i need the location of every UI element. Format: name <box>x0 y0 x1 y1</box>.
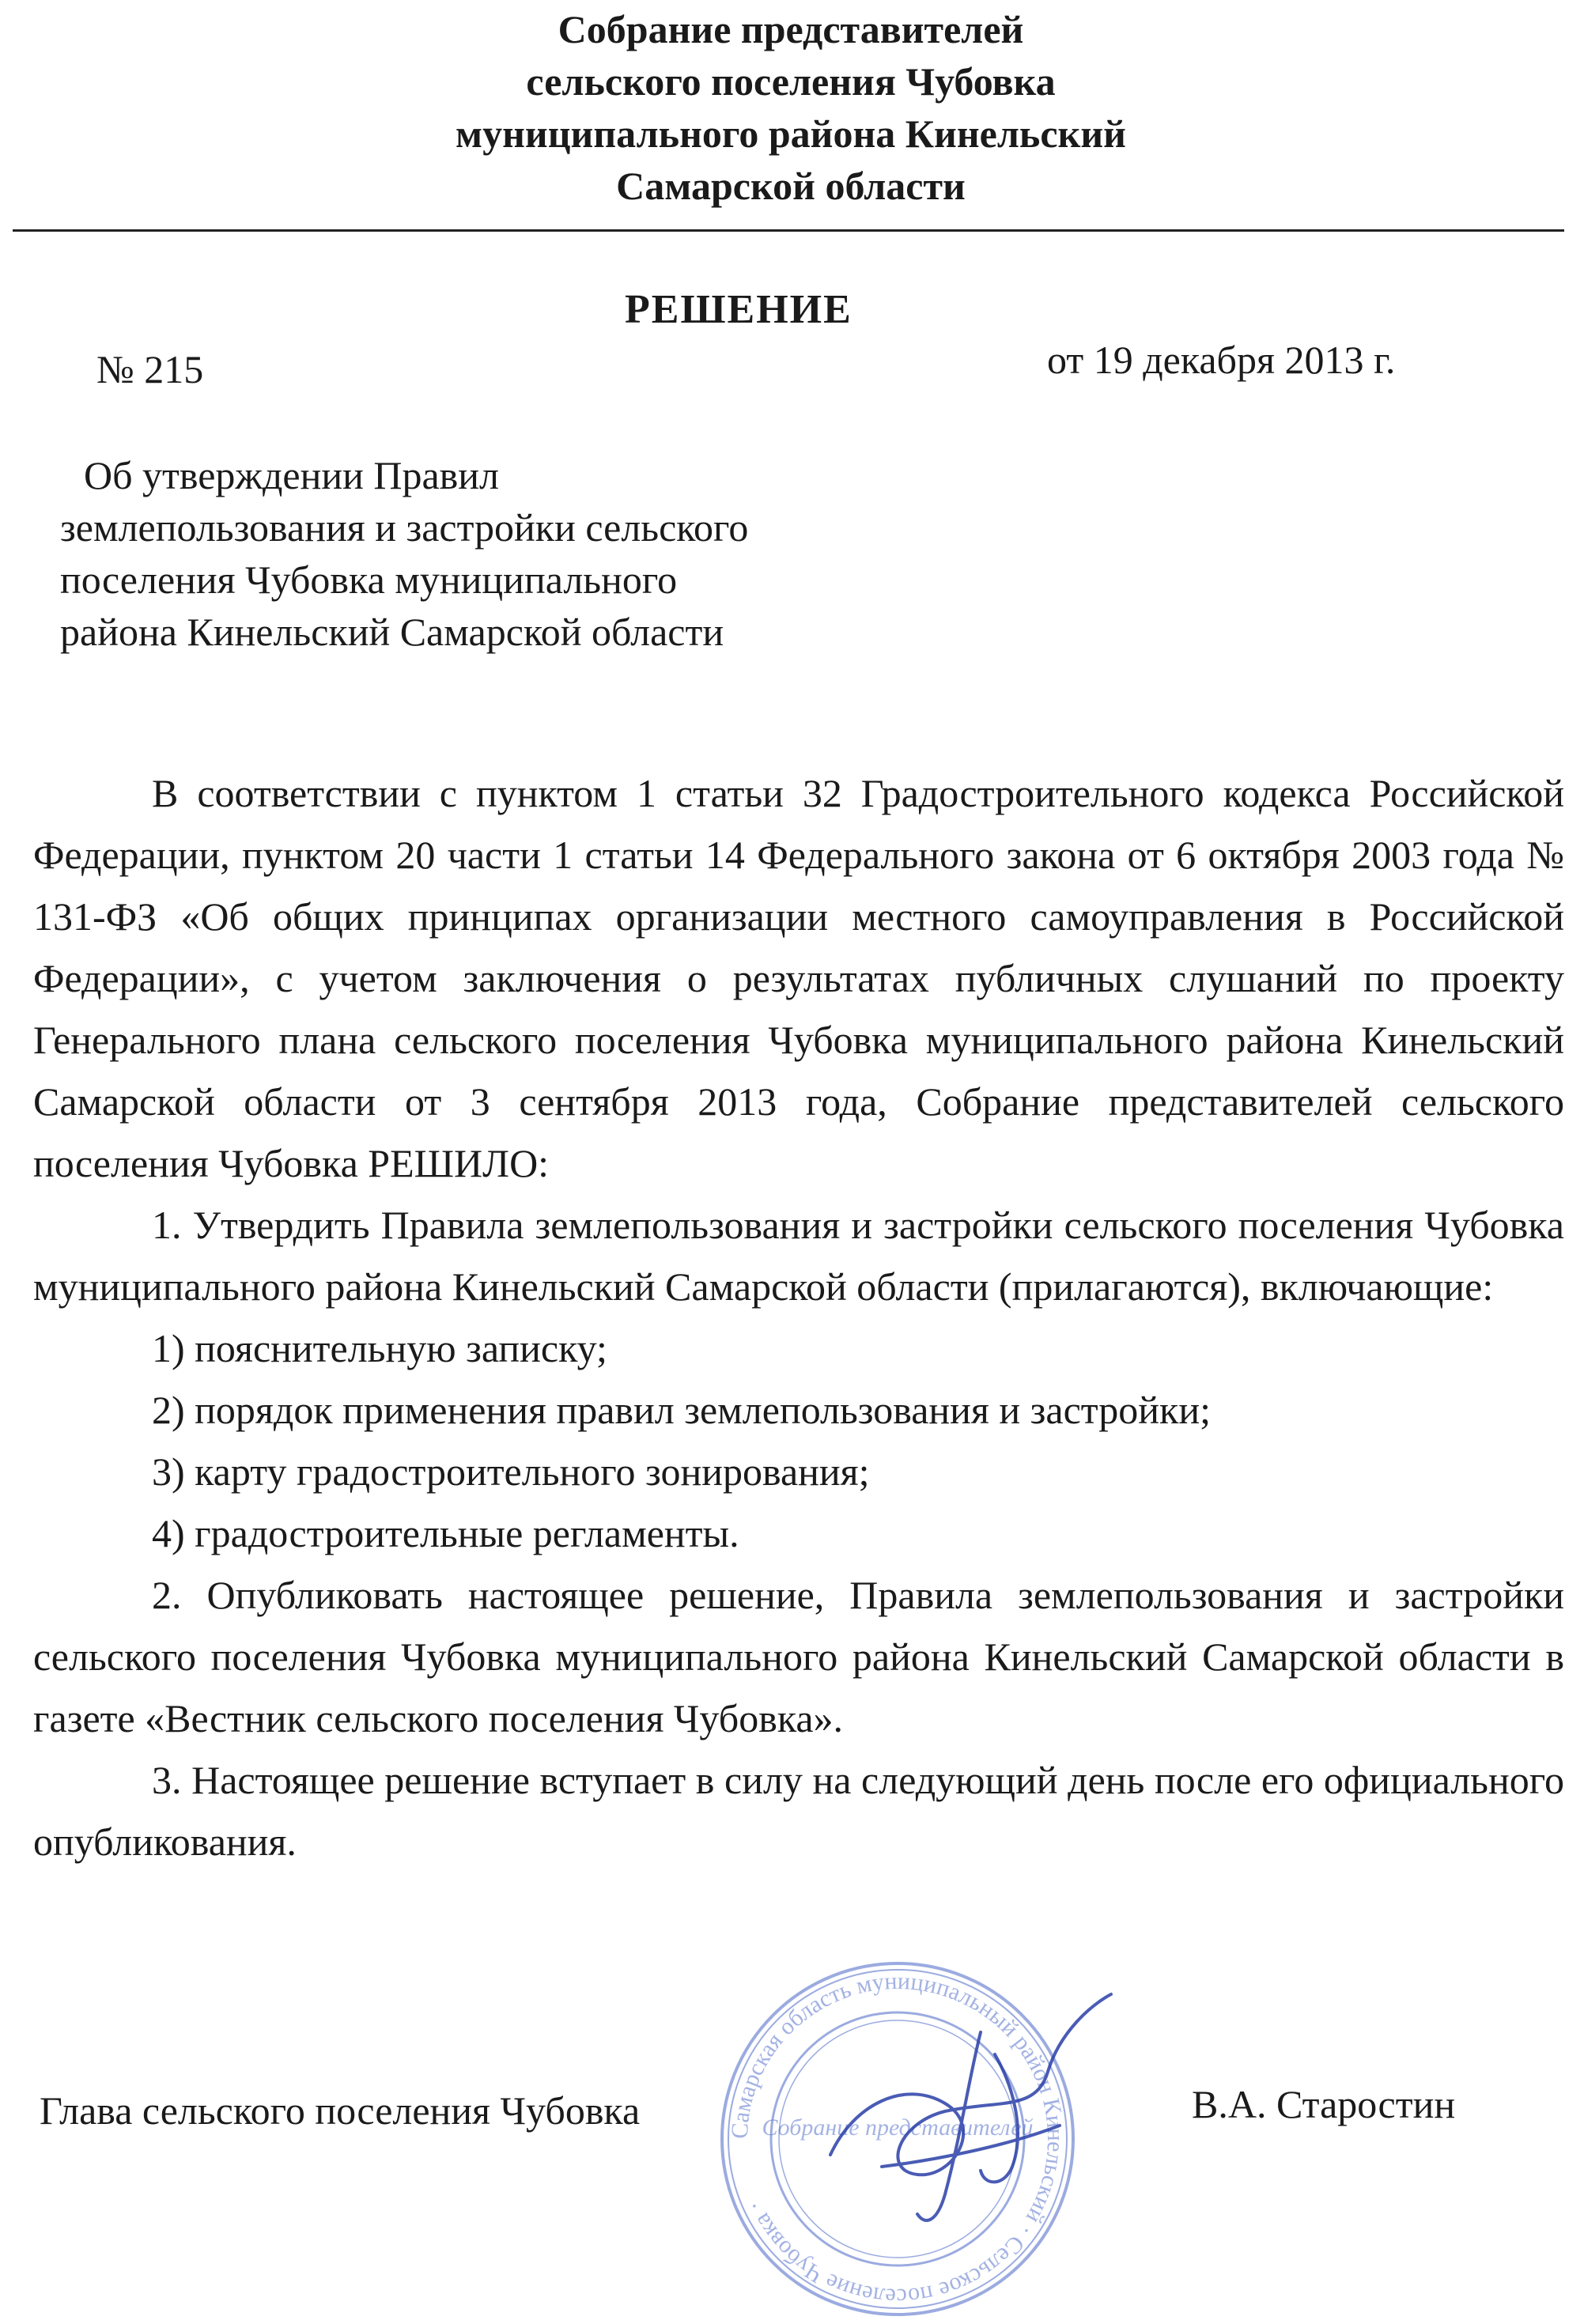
stamp-ring-text: Самарская область муниципальный район Кинельский · Сельское поселение Чубовка · <box>726 1967 1069 2311</box>
subitem-1: 1) пояснительную записку; <box>152 1326 607 1370</box>
subitems-list <box>33 1317 1564 1564</box>
header-line-2: сельского поселения Чубовка <box>526 59 1056 104</box>
preamble-paragraph: В соответствии с пунктом 1 статьи 32 Градостроительного кодекса Российской Федерации, пунктом 20 части 1 статьи 14 Федерального закона от 6 октября 2003 года № 131-ФЗ «Об общих принципах организации местного самоуправления в Российской Федерации», с учетом заключения о результатах публичных слушаний по проекту Генерального плана сельского поселения Чубовка муниципального района Кинельский Самарской области от 3 сентября 2013 года, Собрание представителей сельского поселения Чубовка РЕШИЛО: <box>33 771 1564 1185</box>
subitem-4: 4) градостроительные регламенты. <box>152 1511 739 1555</box>
decision-subject <box>60 449 914 658</box>
stamp-center-text: Собрание представителей <box>762 2114 1034 2141</box>
item-3-paragraph: 3. Настоящее решение вступает в силу на следующий день после его официального опубликования. <box>33 1758 1564 1864</box>
signatory-position: Глава сельского поселения Чубовка <box>40 2088 641 2133</box>
decision-body <box>33 762 1564 1872</box>
decision-number: № 215 <box>96 347 204 391</box>
subject-line-3: поселения Чубовка муниципального <box>60 557 678 602</box>
header-line-4: Самарской области <box>616 164 966 208</box>
header-line-3: муниципального района Кинельский <box>456 111 1126 156</box>
subitem-2: 2) порядок применения правил землепользования и застройки; <box>152 1388 1211 1432</box>
signatory-name: В.А. Старостин <box>1192 2082 1456 2126</box>
header-line-1: Собрание представителей <box>558 7 1024 51</box>
subject-line-4: района Кинельский Самарской области <box>60 610 724 654</box>
decision-date: от 19 декабря 2013 г. <box>1047 338 1396 382</box>
header-divider <box>13 229 1564 232</box>
subitem-3: 3) карту градостроительного зонирования; <box>152 1449 870 1494</box>
document-title: РЕШЕНИЕ <box>625 287 852 332</box>
handwritten-signature <box>799 1985 1139 2238</box>
item-2-paragraph: 2. Опубликовать настоящее решение, Правила землепользования и застройки сельского поселения Чубовка муниципального района Кинельский Самарской области в газете «Вестник сельского поселения Чубовка». <box>33 1573 1564 1740</box>
subject-line-1: Об утверждении Правил <box>84 453 499 497</box>
subject-line-2: землепользования и застройки сельского <box>60 505 749 550</box>
item-1-paragraph: 1. Утвердить Правила землепользования и застройки сельского поселения Чубовка муниципального района Кинельский Самарской области (прилагаются), включающие: <box>33 1203 1564 1309</box>
organization-header <box>237 0 1344 212</box>
